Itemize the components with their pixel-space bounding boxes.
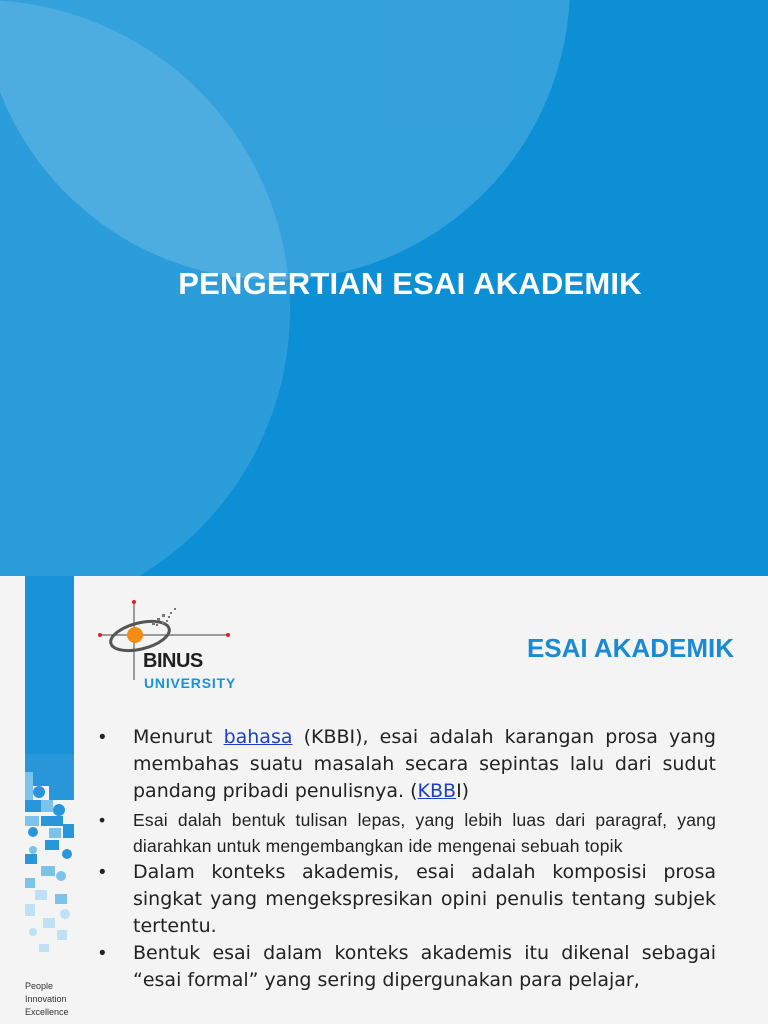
logo-text: BINUS	[143, 650, 203, 672]
list-item: • Bentuk esai dalam konteks akademis itu dikenal sebagai “esai formal” yang sering dipergunakan para pelajar,	[99, 940, 716, 994]
kbbi-link[interactable]: KBB	[417, 780, 457, 802]
side-mosaic	[25, 754, 74, 964]
side-bar	[25, 576, 74, 766]
content-slide	[0, 576, 768, 1024]
tagline: People Innovation Excellence	[25, 981, 69, 1017]
bahasa-link[interactable]: bahasa	[223, 726, 293, 748]
section-title: ESAI AKADEMIK	[526, 633, 734, 663]
list-item: • Esai dalah bentuk tulisan lepas, yang lebih luas dari paragraf, yang diarahkan untuk mengembangkan ide mengenai sebuah topik	[99, 807, 716, 859]
list-item: • Dalam konteks akademis, esai adalah komposisi prosa singkat yang mengekspresikan opini penulis tentang subjek tertentu.	[99, 859, 716, 940]
slide-title: PENGERTIAN ESAI AKADEMIK	[178, 266, 642, 301]
logo-subtext: UNIVERSITY	[144, 675, 237, 691]
list-item: • Menurut bahasa (KBBI), esai adalah karangan prosa yang membahas suatu masalah secara sepintas lalu dari sudut pandang pribadi penulisnya. (KBBI)	[99, 724, 716, 805]
bullet-list	[99, 724, 716, 994]
